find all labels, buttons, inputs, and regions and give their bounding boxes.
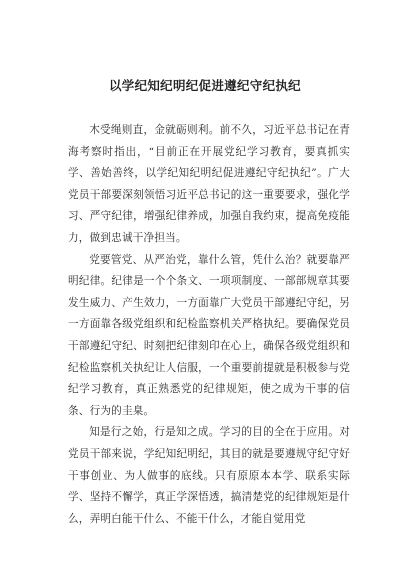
document-body bbox=[68, 120, 350, 530]
paragraph-3: 知是行之始，行是知之成。学习的目的全在于应用。对党员干部来说，学纪知纪明纪，其目的就是要遵规守纪守好干事创业、为人做事的底线。只有原原本本学、联系实际学、坚持不懈学，真正学深悟透，搞清楚党的纪律规矩是什么，弄明白能干什么、不能干什么，才能自觉用党 bbox=[68, 426, 350, 525]
paragraph-2: 党要管党、从严治党，靠什么管，凭什么治？就要靠严明纪律。纪律是一个个条文、一项项制度、一部部规章其要发生威力、产生效力，一方面靠广大党员干部遵纪守纪，另一方面靠各级党组织和纪检监察机关严格执纪。要确保党员干部遵纪守纪、时刻把纪律刻印在心上，确保各级党组织和纪检监察机关执纪让人信服，一个重要前提就是积极参与党纪学习教育，真正熟悉党的纪律规矩，使之成为干事的信条、行为的圭臬。 bbox=[68, 253, 350, 417]
paragraph-1: 木受绳则直，金就砺则利。前不久，习近平总书记在青海考察时指出，“目前正在开展党纪学习教育，要真抓实学、善始善终，以学纪知纪明纪促进遵纪守纪执纪”。广大党员干部要深刻领悟习近平总书记的这一重要要求，强化学习、严守纪律，增强纪律养成，加强自我约束，提高免疫能力，做到忠诚干净担当。 bbox=[68, 124, 350, 244]
document-title: 以学纪知纪明纪促进遵纪守纪执纪 bbox=[108, 78, 301, 93]
